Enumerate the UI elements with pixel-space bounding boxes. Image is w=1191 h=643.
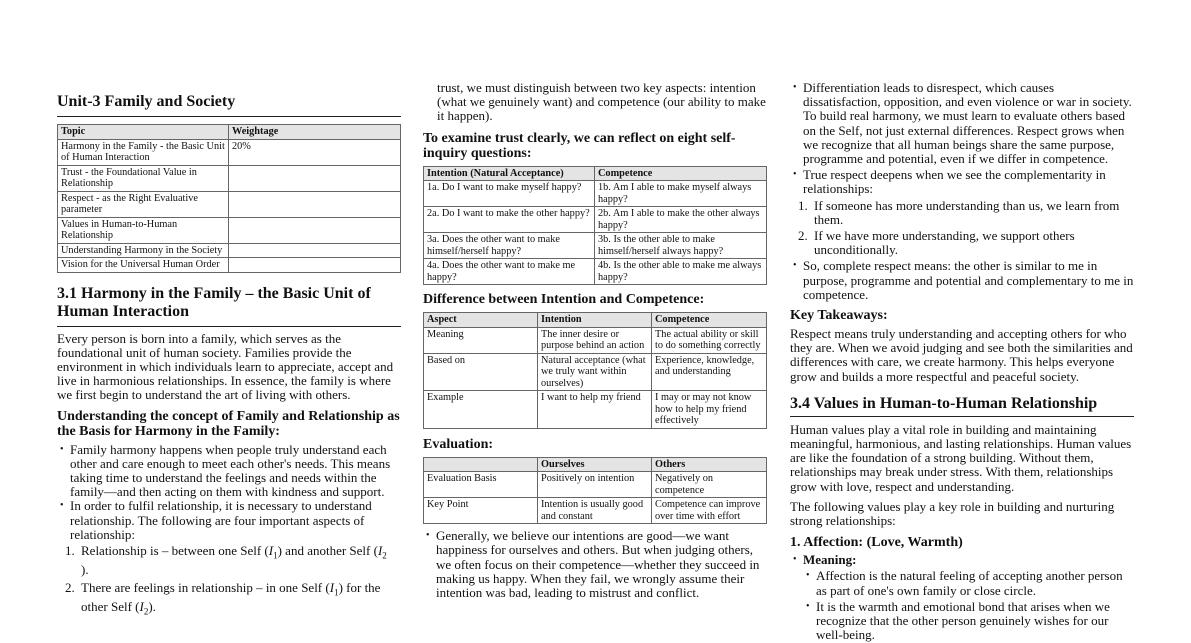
- numbered-list: [57, 544, 401, 619]
- list-item: • It is the warmth and emotional bond that arises when we recognize that the other person genuinely wishes for our well-being.: [803, 600, 1134, 643]
- intro-paragraph: Every person is born into a family, which serves as the foundational unit of human society. Families provide the environment in which individuals learn to appreciate, accept and live in harmonious relationships. In essence, the family is where we first begin to understand the art of living with others.: [57, 330, 394, 403]
- table-row: [424, 181, 767, 207]
- table-cell: Negatively on competence: [652, 472, 767, 498]
- table-row: [58, 165, 401, 191]
- questions-heading: To examine trust clearly, we can reflect on eight self-inquiry questions:: [423, 130, 736, 161]
- list-item: 1. Relationship is – between one Self $(I_1)$ and another Self ($I_2$ ).: [65, 542, 387, 577]
- list-number: 1.: [65, 542, 75, 558]
- table-row: [424, 259, 767, 285]
- table-cell: 1a. Do I want to make myself happy?: [424, 181, 595, 207]
- table-cell: Understanding Harmony in the Society: [58, 243, 229, 258]
- table-cell: The inner desire or purpose behind an action: [538, 327, 652, 353]
- table-cell: 2b. Am I able to make the other always happy?: [595, 207, 767, 233]
- difference-heading: Difference between Intention and Competence:: [423, 292, 705, 308]
- section-title: 3.1 Harmony in the Family – the Basic Unit of Human Interaction: [57, 285, 401, 327]
- column-right: [790, 0, 1134, 643]
- table-cell: [229, 258, 401, 273]
- list-item: • So, complete respect means: the other is similar to me in purpose, programme and potential and complementary to me in competence.: [790, 259, 1134, 302]
- table-cell: Values in Human-to-Human Relationship: [58, 217, 229, 243]
- column-middle: [423, 0, 767, 600]
- takeaways-heading: Key Takeaways:: [790, 308, 888, 324]
- subheading: Understanding the concept of Family and Relationship as the Basis for Harmony in the Family:: [57, 408, 400, 439]
- table-header: Intention (Natural Acceptance): [424, 166, 595, 181]
- continued-paragraph: trust, we must distinguish between two key aspects: intention (what we genuinely want) and competence (our ability to make it happen).: [437, 80, 766, 124]
- table-cell: Key Point: [424, 498, 538, 524]
- table-cell: 3b. Is the other able to make himself/herself always happy?: [595, 233, 767, 259]
- table-cell: Respect - as the Right Evaluative parameter: [58, 191, 229, 217]
- table-row: [58, 217, 401, 243]
- table-header: [424, 457, 538, 472]
- bullet-list: [423, 529, 767, 600]
- list-number: 2.: [798, 228, 808, 244]
- table-header: Weightage: [229, 125, 401, 140]
- bullet-list: [790, 553, 1134, 642]
- bullet-list: [790, 259, 1134, 302]
- table-cell: 4a. Does the other want to make me happy?: [424, 259, 595, 285]
- table-cell: [229, 217, 401, 243]
- table-row: [424, 207, 767, 233]
- table-header: Ourselves: [538, 457, 652, 472]
- table-row: [424, 327, 767, 353]
- table-header: Intention: [538, 313, 652, 328]
- table-cell: Evaluation Basis: [424, 472, 538, 498]
- list-item: [790, 553, 1134, 642]
- list-item: 2. If we have more understanding, we support others unconditionally.: [798, 228, 1075, 258]
- table-cell: Based on: [424, 353, 538, 391]
- table-row: [58, 243, 401, 258]
- list-item: • True respect deepens when we see the complementarity in relationships:: [790, 168, 1134, 196]
- list-item: • Generally, we believe our intentions are good—we want happiness for ourselves and others. But when judging others, we often focus on their competence—whether they succeed in making us happy. When they fail, we wrongly assume their intention was bad, leading to mistrust and conflict.: [423, 529, 767, 600]
- table-row: [58, 258, 401, 273]
- list-number: 2.: [65, 579, 75, 595]
- table-cell: I may or may not know how to help my friend effectively: [652, 391, 767, 429]
- table-cell: I want to help my friend: [538, 391, 652, 429]
- table-cell: Harmony in the Family - the Basic Unit of Human Interaction: [58, 139, 229, 165]
- list-item: • In order to fulfil relationship, it is necessary to understand relationship. The following are four important aspects of relationship:: [57, 499, 401, 542]
- list-item: • Family harmony happens when people truly understand each other and care enough to meet each other's needs. This means taking time to understand the feelings and needs within the family—and then acting on them with kindness and support.: [57, 443, 401, 500]
- table-cell: Meaning: [424, 327, 538, 353]
- column-left: [57, 0, 401, 619]
- difference-table: [423, 312, 767, 429]
- table-row: [424, 391, 767, 429]
- evaluation-heading: Evaluation:: [423, 436, 494, 452]
- table-row: [58, 191, 401, 217]
- numbered-list: [790, 199, 1134, 258]
- list-item: • Differentiation leads to disrespect, which causes dissatisfaction, opposition, and even violence or war in society. To build real harmony, we must learn to evaluate others based on the Self, not just external differences. Respect grows when we recognize that all human beings share the same purpose, programme and potential, even if we differ in competence.: [790, 81, 1134, 166]
- evaluation-table: [423, 457, 767, 525]
- table-cell: Vision for the Universal Human Order: [58, 258, 229, 273]
- affection-heading: 1. Affection: (Love, Warmth): [790, 535, 963, 551]
- values-paragraph: Human values play a vital role in building and maintaining meaningful, harmonious, and lasting relationships. Human values are like the foundation of a strong building. Without them, relationships may break under stress. With them, relationships grow with love, respect and understanding.: [790, 421, 1132, 494]
- bullet-list: [790, 81, 1134, 197]
- table-header: Competence: [652, 313, 767, 328]
- table-header: Competence: [595, 166, 767, 181]
- table-row: [424, 472, 767, 498]
- list-item: 1. If someone has more understanding than us, we learn from them.: [798, 197, 1120, 227]
- table-row: [424, 353, 767, 391]
- table-cell: [229, 243, 401, 258]
- table-header: Topic: [58, 125, 229, 140]
- unit-title: Unit-3 Family and Society: [57, 93, 401, 117]
- table-row: [424, 233, 767, 259]
- table-cell: [229, 191, 401, 217]
- table-cell: 1b. Am I able to make myself always happy?: [595, 181, 767, 207]
- table-cell: Example: [424, 391, 538, 429]
- table-cell: 20%: [229, 139, 401, 165]
- topics-table: [57, 124, 401, 273]
- table-cell: 3a. Does the other want to make himself/herself happy?: [424, 233, 595, 259]
- table-cell: Competence can improve over time with effort: [652, 498, 767, 524]
- table-cell: Natural acceptance (what we truly want within ourselves): [538, 353, 652, 391]
- table-cell: The actual ability or skill to do something correctly: [652, 327, 767, 353]
- questions-table: [423, 166, 767, 286]
- table-cell: 2a. Do I want to make the other happy?: [424, 207, 595, 233]
- table-header: Aspect: [424, 313, 538, 328]
- table-cell: Intention is usually good and constant: [538, 498, 652, 524]
- values-paragraph: The following values play a key role in building and nurturing strong relationships:: [790, 498, 1115, 529]
- table-cell: 4b. Is the other able to make me always happy?: [595, 259, 767, 285]
- table-cell: [229, 165, 401, 191]
- list-item: • Affection is the natural feeling of accepting another person as part of one's own family or close circle.: [803, 569, 1134, 597]
- table-row: [424, 498, 767, 524]
- meaning-label: Meaning:: [803, 552, 857, 568]
- nested-bullet-list: [803, 569, 1134, 642]
- table-cell: Experience, knowledge, and understanding: [652, 353, 767, 391]
- table-cell: Positively on intention: [538, 472, 652, 498]
- bullet-list: [57, 443, 401, 542]
- takeaways-paragraph: Respect means truly understanding and accepting others for who they are. When we avoid judging and see both the similarities and differences with care, we create harmony. This helps everyone grow and builds a more respectful and peaceful society.: [790, 326, 1133, 384]
- list-item: 2. There are feelings in relationship – in one Self $(I_1)$ for the other Self $(I_2)$.: [65, 579, 381, 617]
- section-title: 3.4 Values in Human-to-Human Relationship: [790, 395, 1134, 417]
- list-number: 1.: [798, 197, 808, 213]
- table-header: Others: [652, 457, 767, 472]
- table-row: [58, 139, 401, 165]
- table-cell: Trust - the Foundational Value in Relationship: [58, 165, 229, 191]
